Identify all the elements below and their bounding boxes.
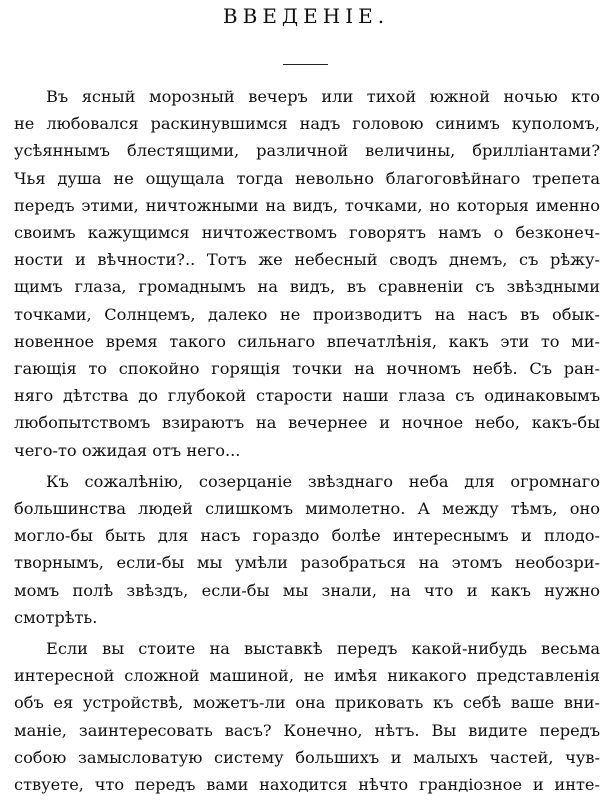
- text-line: ности и вѣчности?.. Тотъ же небесный сводъ днемъ, съ рѣжу-: [14, 250, 600, 270]
- text-line: Въ ясный морозный вечеръ или тихой южной ночью кто: [46, 87, 600, 106]
- paragraph-3: [14, 635, 600, 798]
- text-line: могло-бы быть для насъ гораздо болѣе интереснымъ и плодо-: [14, 526, 600, 546]
- text-line: Если вы стоите на выставкѣ передъ какой-нибудь весьма: [46, 639, 600, 659]
- text-line: Къ сожалѣнію, созерцаніе звѣзднаго неба для огромнаго: [46, 471, 600, 491]
- paragraph-1: [14, 83, 600, 464]
- text-line: новенное время такого сильнаго впечатлѣнія, какъ эти то ми-: [14, 331, 600, 351]
- text-line: точками, Солнцемъ, далеко не производитъ на насъ въ обык-: [14, 304, 600, 324]
- text-line: не любовался раскинувшимся надъ головою синимъ куполомъ,: [14, 114, 600, 134]
- paragraph-2: [14, 468, 600, 631]
- text-line: усѣяннымъ блестящими, различной величины, брилліантами?: [14, 141, 600, 161]
- text-line: творнымъ, если-бы мы умѣли разобраться на этомъ необозри-: [14, 553, 600, 573]
- text-line: щимъ глаза, громаднымъ на видъ, въ сравненіи съ звѣздными: [14, 277, 600, 297]
- text-line: ствуете, что передъ вами находится нѣчто грандіозное и инте-: [14, 775, 600, 795]
- text-line: маніе, заинтересовать васъ? Конечно, нѣтъ. Вы видите передъ: [14, 720, 600, 740]
- text-line: смотрѣть.: [14, 607, 98, 627]
- text-line: собою замысловатую систему большихъ и малыхъ частей, чув-: [14, 747, 600, 767]
- text-line: своимъ кажущимся ничтожествомъ говорятъ намъ о безконеч-: [14, 223, 600, 243]
- text-line: большинства людей слишкомъ мимолетно. А между тѣмъ, оно: [14, 499, 600, 519]
- text-line: передъ этими, ничтожными на видъ, точками, но которыя именно: [14, 195, 600, 215]
- text-line: момъ полѣ звѣздъ, если-бы мы знали, на что и какъ нужно: [14, 580, 600, 600]
- text-line: няго дѣтства до глубокой старости наши глаза съ одинаковымъ: [14, 386, 600, 406]
- text-line: Чья душа не ощущала тогда невольно благоговѣйнаго трепета: [14, 168, 600, 188]
- body-text: [14, 83, 600, 802]
- heading-divider: [283, 64, 328, 65]
- chapter-heading: ВВЕДЕНІЕ.: [222, 4, 390, 28]
- text-line: гающія то спокойно горящія точки на ночномъ небѣ. Съ ран-: [14, 359, 600, 379]
- text-line: объ ея устройствѣ, можетъ-ли она приковать къ себѣ ваше вни-: [14, 693, 600, 713]
- text-line: интересной сложной машиной, не имѣя никакого представленія: [14, 666, 600, 686]
- text-line: любопытствомъ взираютъ на вечернее и ночное небо, какъ-бы: [14, 413, 600, 433]
- text-line: чего-то ожидая отъ него...: [14, 440, 241, 460]
